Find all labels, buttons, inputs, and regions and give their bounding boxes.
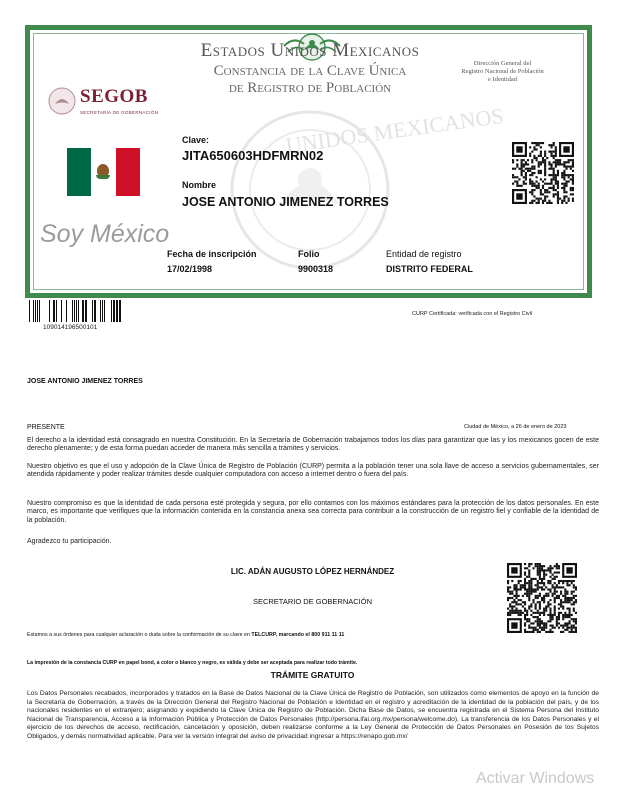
- agency-name: [445, 60, 560, 84]
- nombre-value: JOSE ANTONIO JIMENEZ TORRES: [182, 195, 389, 209]
- signer-name: LIC. ADÁN AUGUSTO LÓPEZ HERNÁNDEZ: [230, 567, 395, 576]
- soy-mexico-text: Soy México: [40, 220, 170, 248]
- segob-logo-text: SEGOB: [80, 86, 148, 107]
- letter-recipient: JOSE ANTONIO JIMENEZ TORRES: [27, 378, 143, 385]
- agency-line-3: e Identidad: [487, 76, 518, 83]
- mexico-flag-icon: [67, 148, 140, 196]
- letter-place-date: Ciudad de México, a 26 de enero de 2023: [464, 424, 567, 430]
- certificate-title: Estados Unidos Mexicanos: [200, 40, 420, 61]
- signer-title: SECRETARIO DE GOBERNACIÓN: [252, 597, 373, 606]
- fecha-label: Fecha de inscripción: [167, 249, 257, 259]
- activate-windows-overlay: Activar Windows: [476, 770, 595, 787]
- subtitle-line-1: Constancia de la Clave Única: [213, 63, 407, 79]
- qr-code-signature-icon: [507, 563, 577, 633]
- curp-certified-note: CURP Certificada: verificada con el Registro Civil: [412, 311, 533, 317]
- barcode-number: 109014196500101: [43, 324, 98, 331]
- clave-value: JITA650603HDFMRN02: [182, 148, 324, 163]
- clave-label: Clave:: [182, 135, 210, 145]
- folio-value: 9900318: [298, 264, 334, 274]
- agency-line-2: Registro Nacional de Población: [461, 68, 544, 75]
- print-validity-notice: La impresión de la constancia CURP en papel bond, a color o blanco y negro, es válida y debe ser aceptada para realizar todo trámite.: [27, 660, 358, 666]
- subtitle-line-2: de Registro de Población: [228, 80, 392, 96]
- barcode-icon: [29, 300, 124, 322]
- watermark-text: UNIDOS MEXICANOS: [284, 102, 506, 159]
- folio-label: Folio: [298, 249, 320, 259]
- letter-paragraph-3: Nuestro compromiso es que la identidad de cada persona esté protegida y segura, por ello contamos con los máximos estándares para la protección de los datos personales. En este marco, es importante que verifiques que la información contenida en la constancia anexa sea correcta para contribuir a la construcción de un registro fiel y confiable de la identidad de la población.: [27, 500, 599, 524]
- contact-line: [27, 632, 344, 638]
- contact-prefix: Estamos a sus órdenes para cualquier aclaración o duda sobre la conformación de su clave en: [27, 632, 252, 638]
- tramite-gratuito: TRÁMITE GRATUITO: [270, 670, 355, 680]
- qr-code-icon: [512, 142, 576, 204]
- letter-paragraph-1: El derecho a la identidad está consagrado en nuestra Constitución. En la Secretaría de Gobernación trabajamos todos los días para garantizar que las y los mexicanos gocen de este derecho plenamente; y de esta forma puedan acceder de manera más sencilla a trámites y servicios.: [27, 437, 599, 453]
- letter-thanks: Agradezco tu participación.: [27, 538, 112, 545]
- contact-phone: TELCURP, marcando el 800 911 11 11: [251, 632, 345, 638]
- nombre-label: Nombre: [182, 180, 217, 190]
- letter-presente: PRESENTE: [27, 424, 65, 431]
- privacy-notice: Los Datos Personales recabados, incorporados y tratados en la Base de Datos Nacional de la Clave Única de Registro de Población, son utilizados como elementos de apoyo en la función de la Secretaría de Gobernación, a través de la Dirección General del Registro Nacional de Población e Identidad en el registro y acreditación de la identidad de la población del país, y de los nacionales residentes en el extranjero; asignando y expidiendo la Clave Única de Registro de Población. Dicha Base de Datos, se encuentra registrada en el Sistema Persona del Instituto Nacional de Transparencia, Acceso a la Información Pública y Protección de Datos Personales (http://persona.ifai.org.mx/persona/welcome.do). La transferencia de los Datos Personales y el ejercicio de los derechos de acceso, rectificación, cancelación y oposición, deben realizarse conforme a la Ley General de Protección de Datos Personales en Posesión de los Sujetos Obligados, y demás normatividad aplicable. Para ver la versión integral del aviso de privacidad ingresar a https://renapo.gob.mx/: [27, 690, 599, 740]
- fecha-value: 17/02/1998: [167, 264, 213, 274]
- segob-emblem-icon: [47, 86, 77, 116]
- entidad-value: DISTRITO FEDERAL: [386, 264, 473, 274]
- letter-paragraph-2: Nuestro objetivo es que el uso y adopción de la Clave Única de Registro de Población (CURP) permita a la población tener una sola llave de acceso a servicios gubernamentales, ser atendida rápidamente y poder realizar trámites desde cualquier computadora con acceso a internet dentro o fuera del país.: [27, 463, 599, 479]
- agency-line-1: Dirección General del: [473, 60, 532, 67]
- entidad-label: Entidad de registro: [386, 249, 462, 259]
- certificate-subtitle: [150, 63, 470, 97]
- segob-logo-subtext: SECRETARÍA DE GOBERNACIÓN: [80, 110, 159, 115]
